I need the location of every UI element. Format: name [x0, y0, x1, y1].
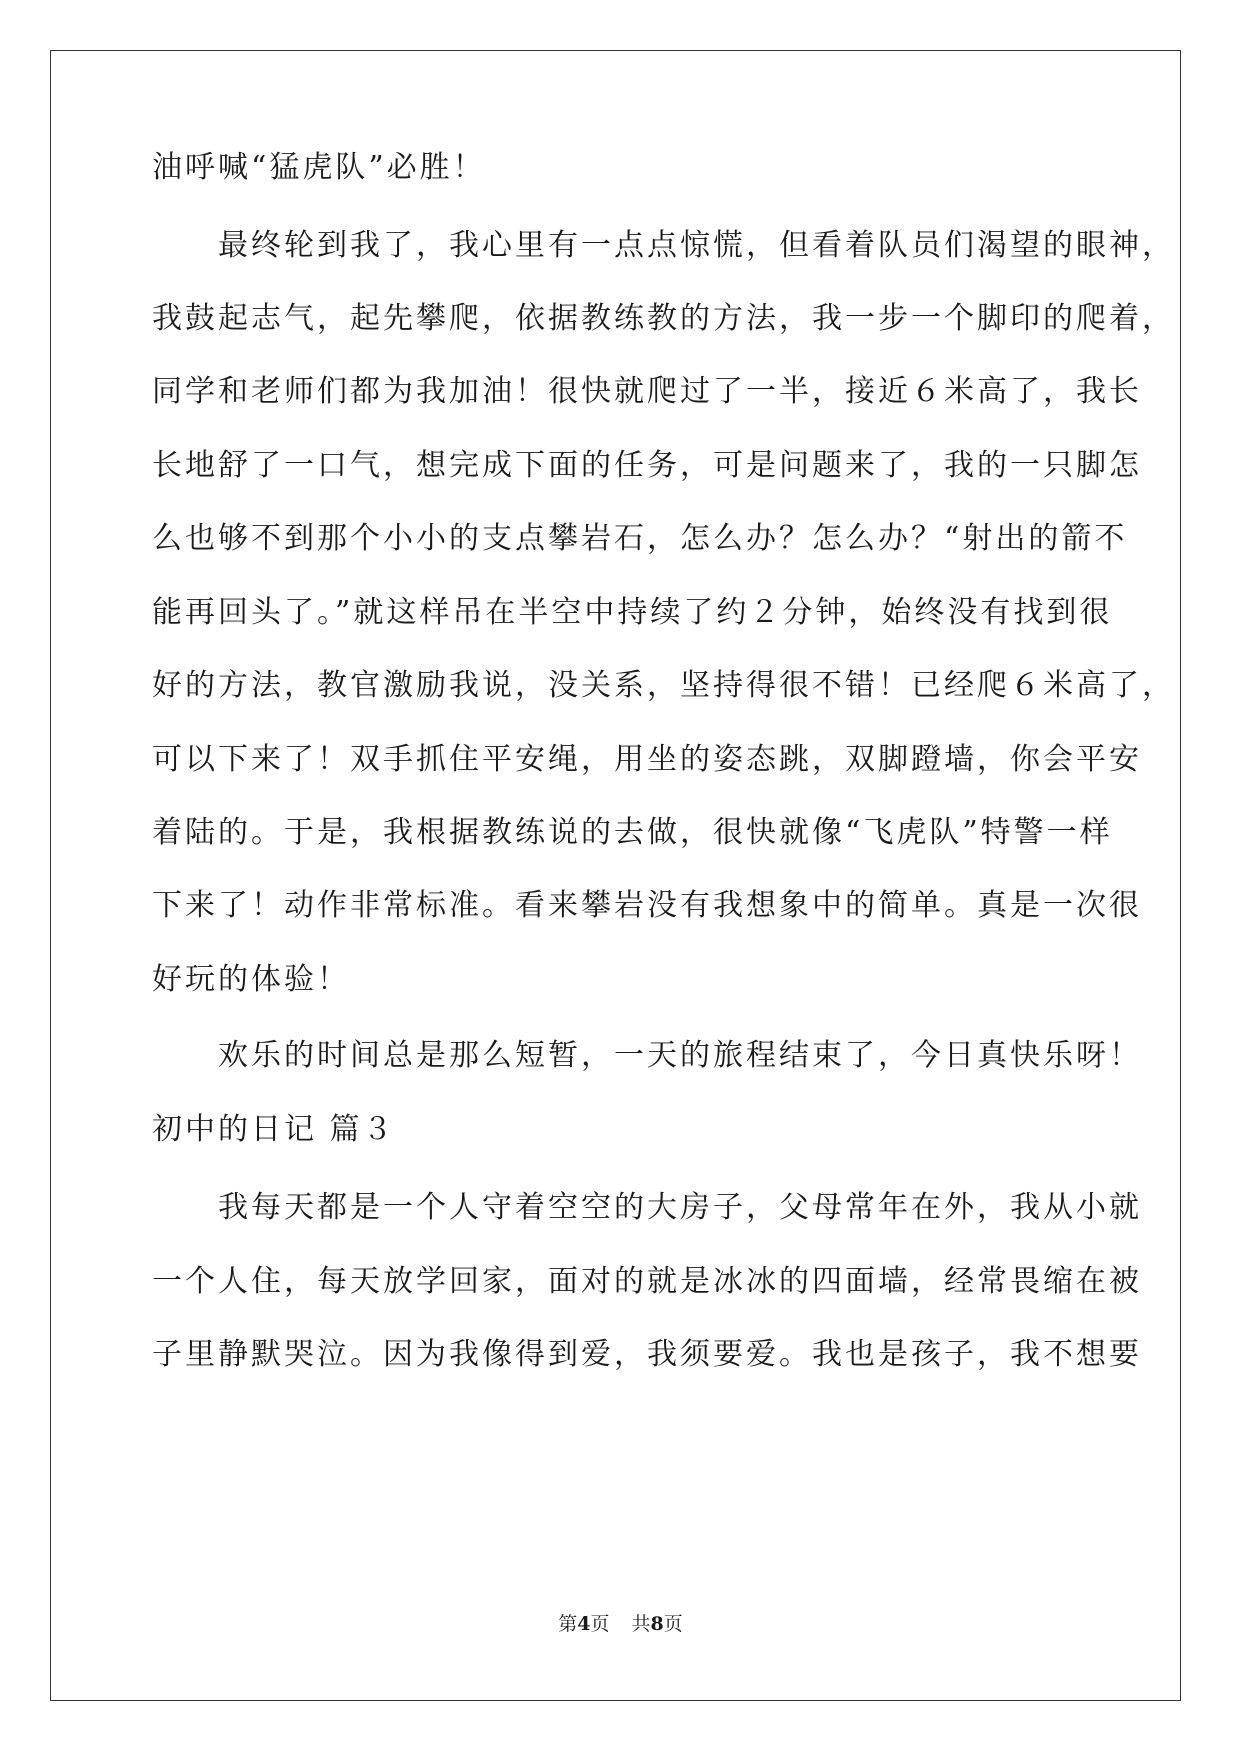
footer-current-page: 4 [577, 1613, 591, 1635]
footer-total-pages: 8 [650, 1613, 664, 1635]
text-line-8: 好的方法，教官激励我说，没关系，坚持得很不错！已经爬６米高了， [152, 668, 1175, 703]
text-line-7: 能再回头了。”就这样吊在半空中持续了约２分钟，始终没有找到很 [152, 595, 1113, 630]
text-line-6: 么也够不到那个小小的支点攀岩石，怎么办？怎么办？“射出的箭不 [152, 521, 1128, 556]
text-line-3: 我鼓起志气，起先攀爬，依据教练教的方法，我一步一个脚印的爬着， [152, 301, 1175, 336]
text-line-16: 一个人住，每天放学回家，面对的就是冰冰的四面墙，经常畏缩在被 [152, 1264, 1142, 1299]
text-line-15: 我每天都是一个人守着空空的大房子，父母常年在外，我从小就 [152, 1190, 1142, 1225]
text-line-11: 下来了！动作非常标准。看来攀岩没有我想象中的简单。真是一次很 [152, 888, 1142, 923]
text-line-12: 好玩的体验！ [152, 962, 350, 997]
text-line-13: 欢乐的时间总是那么短暂，一天的旅程结束了，今日真快乐呀！ [152, 1038, 1142, 1073]
text-line-4: 同学和老师们都为我加油！很快就爬过了一半，接近６米高了，我长 [152, 374, 1142, 409]
page-footer [0, 1612, 1241, 1636]
page-border [50, 50, 1181, 1701]
footer-page-suffix: 页 [590, 1613, 610, 1635]
footer-total-prefix: 共 [631, 1613, 651, 1635]
footer-total-suffix: 页 [663, 1613, 683, 1635]
text-line-1: 油呼喊“猛虎队”必胜！ [152, 150, 486, 185]
text-line-17: 子里静默哭泣。因为我像得到爱，我须要爱。我也是孩子，我不想要 [152, 1337, 1142, 1372]
text-line-2: 最终轮到我了，我心里有一点点惊慌，但看着队员们渴望的眼神， [152, 228, 1175, 263]
text-line-5: 长地舒了一口气，想完成下面的任务，可是问题来了，我的一只脚怎 [152, 448, 1142, 483]
section-heading: 初中的日记 篇３ [152, 1112, 396, 1147]
text-line-10: 着陆的。于是，我根据教练说的去做，很快就像“飞虎队”特警一样 [152, 815, 1113, 850]
footer-page-prefix: 第 [558, 1613, 578, 1635]
text-line-9: 可以下来了！双手抓住平安绳，用坐的姿态跳，双脚蹬墙，你会平安 [152, 742, 1142, 777]
